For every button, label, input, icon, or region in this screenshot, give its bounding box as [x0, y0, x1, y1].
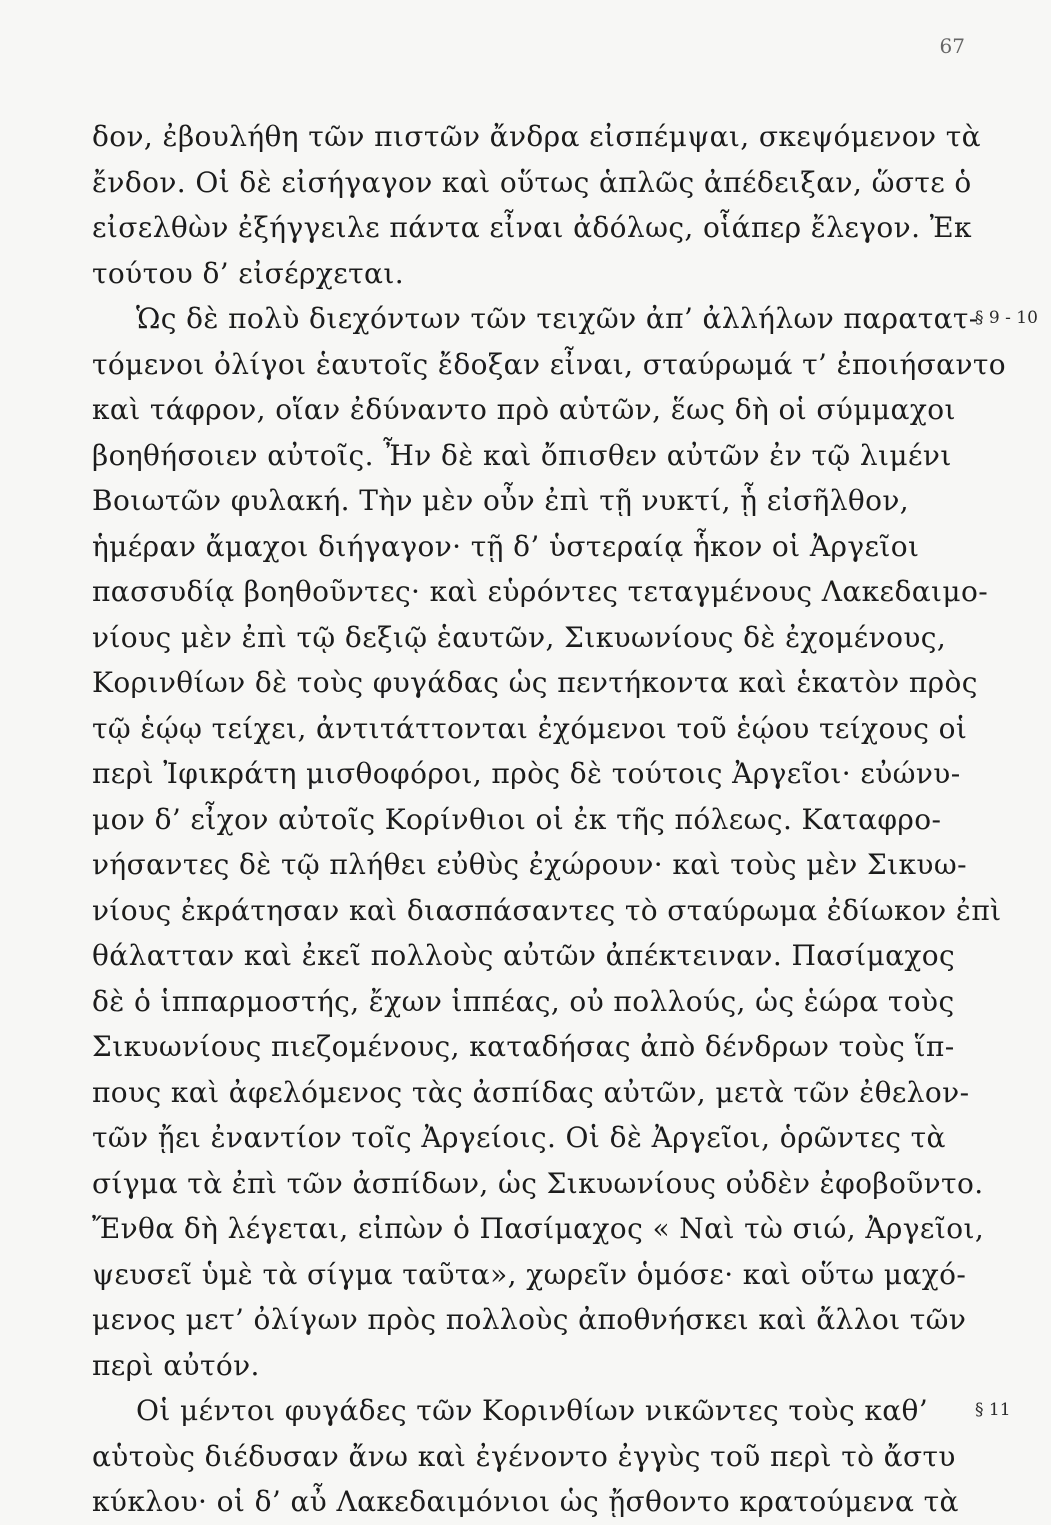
text-line: ἡμέραν ἄμαχοι διήγαγον· τῇ δ’ ὑστεραίᾳ ἧκον οἱ Ἀργεῖοι: [92, 529, 920, 563]
text-line: Βοιωτῶν φυλακή. Τὴν μὲν οὖν ἐπὶ τῇ νυκτί, ᾗ εἰσῆλθον,: [92, 484, 910, 517]
text-line: τῶν ᾔει ἐναντίον τοῖς Ἀργείοις. Οἱ δὲ Ἀργεῖοι, ὁρῶντες τὰ: [92, 1121, 946, 1154]
text-line: σίγμα τὰ ἐπὶ τῶν ἀσπίδων, ὡς Σικυωνίους οὐδὲν ἐφοβοῦντο.: [92, 1166, 984, 1200]
text-line: δον, ἐβουλήθη τῶν πιστῶν ἄνδρα εἰσπέμψαι, σκεψόμενον τὰ: [92, 120, 981, 153]
text-line: θάλατταν καὶ ἐκεῖ πολλοὺς αὐτῶν ἀπέκτειναν. Πασίμαχος: [92, 939, 956, 972]
section-marker: § 11: [975, 1400, 1011, 1420]
text-line: τῷ ἑῴῳ τείχει, ἀντιτάττονται ἐχόμενοι τοῦ ἑῴου τείχους οἱ: [92, 711, 968, 745]
text-line: ἔνδον. Οἱ δὲ εἰσήγαγον καὶ οὕτως ἁπλῶς ἀπέδειξαν, ὥστε ὁ: [92, 165, 972, 199]
text-line: Ὡς δὲ πολὺ διεχόντων τῶν τειχῶν ἀπ’ ἀλλήλων παρατατ-: [136, 302, 979, 335]
section-marker: § 9 - 10: [975, 308, 1038, 328]
text-line: βοηθήσοιεν αὐτοῖς. Ἦν δὲ καὶ ὄπισθεν αὐτῶν ἐν τῷ λιμένι: [92, 438, 952, 472]
text-line: Οἱ μέντοι φυγάδες τῶν Κορινθίων νικῶντες τοὺς καθ’: [136, 1394, 929, 1427]
text-line: Κορινθίων δὲ τοὺς φυγάδας ὡς πεντήκοντα καὶ ἑκατὸν πρὸς: [92, 666, 978, 699]
text-line: πους καὶ ἀφελόμενος τὰς ἀσπίδας αὐτῶν, μετὰ τῶν ἐθελον-: [92, 1075, 970, 1109]
text-line: νήσαντες δὲ τῷ πλήθει εὐθὺς ἐχώρουν· καὶ τοὺς μὲν Σικυω-: [92, 848, 967, 881]
text-line: εἰσελθὼν ἐξήγγειλε πάντα εἶναι ἀδόλως, οἷάπερ ἔλεγον. Ἐκ: [92, 211, 972, 244]
text-line: ψευσεῖ ὑμὲ τὰ σίγμα ταῦτα», χωρεῖν ὁμόσε· καὶ οὕτω μαχό-: [92, 1257, 967, 1291]
text-line: νίους μὲν ἐπὶ τῷ δεξιῷ ἑαυτῶν, Σικυωνίους δὲ ἐχομένους,: [92, 620, 947, 654]
text-line: μον δ’ εἶχον αὐτοῖς Κορίνθιοι οἱ ἐκ τῆς πόλεως. Καταφρο-: [92, 802, 942, 836]
text-line: μενος μετ’ ὀλίγων πρὸς πολλοὺς ἀποθνήσκει καὶ ἄλλοι τῶν: [92, 1303, 967, 1336]
text-line: νίους ἐκράτησαν καὶ διασπάσαντες τὸ σταύρωμα ἐδίωκον ἐπὶ: [92, 893, 1002, 927]
text-line: Σικυωνίους πιεζομένους, καταδήσας ἀπὸ δένδρων τοὺς ἵπ-: [92, 1030, 955, 1063]
page-number: 67: [939, 34, 965, 58]
text-line: πασσυδίᾳ βοηθοῦντες· καὶ εὑρόντες τεταγμένους Λακεδαιμο-: [92, 575, 989, 608]
text-line: Ἔνθα δὴ λέγεται, εἰπὼν ὁ Πασίμαχος « Ναὶ τὼ σιώ, Ἀργεῖοι,: [92, 1212, 985, 1245]
text-line: τόμενοι ὀλίγοι ἑαυτοῖς ἔδοξαν εἶναι, σταύρωμά τ’ ἐποιήσαντο: [92, 347, 1007, 381]
text-line: αὑτοὺς διέδυσαν ἄνω καὶ ἐγένοντο ἐγγὺς τοῦ περὶ τὸ ἄστυ: [92, 1439, 956, 1473]
text-line: δὲ ὁ ἱππαρμοστής, ἔχων ἱππέας, οὐ πολλούς, ὡς ἑώρα τοὺς: [92, 984, 955, 1018]
text-line: περὶ αὐτόν.: [92, 1348, 260, 1382]
text-line: τούτου δ’ εἰσέρχεται.: [92, 256, 405, 290]
text-line: περὶ Ἰφικράτη μισθοφόροι, πρὸς δὲ τούτοις Ἀργεῖοι· εὐώνυ-: [92, 757, 961, 790]
text-line: κύκλου· οἱ δ’ αὖ Λακεδαιμόνιοι ὡς ᾔσθοντο κρατούμενα τὰ: [92, 1485, 959, 1518]
text-line: καὶ τάφρον, οἵαν ἐδύναντο πρὸ αὑτῶν, ἕως δὴ οἱ σύμμαχοι: [92, 393, 956, 426]
